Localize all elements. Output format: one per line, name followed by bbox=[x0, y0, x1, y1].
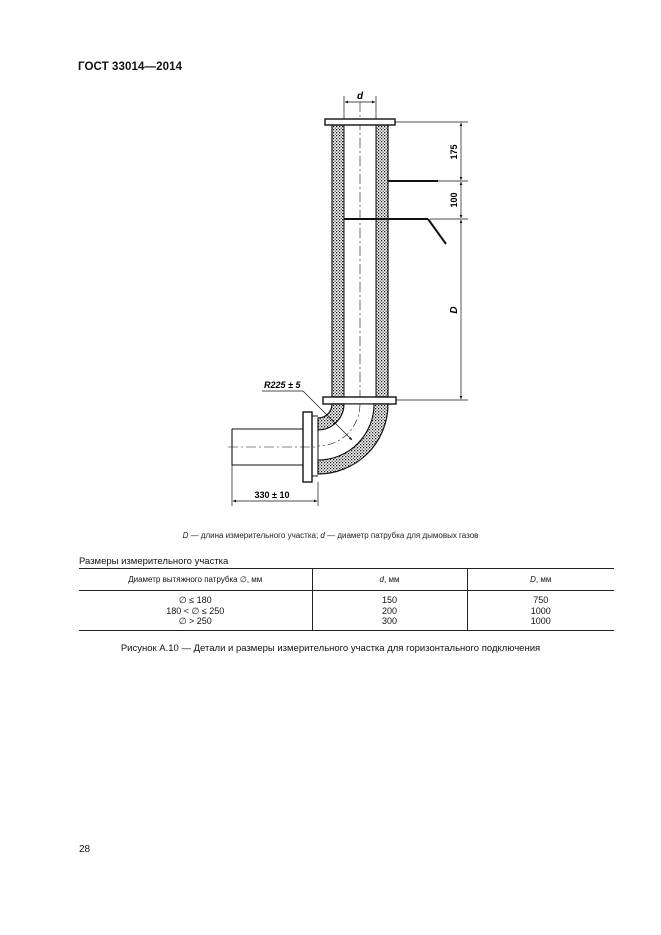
header-D bbox=[467, 569, 614, 591]
legend-d-text: — диаметр патрубка для дымовых газов bbox=[324, 531, 479, 540]
table-header-row bbox=[79, 569, 614, 591]
pipe-elbow bbox=[318, 404, 388, 474]
d-row-1: 150 bbox=[381, 595, 398, 605]
label-radius: R225 ± 5 bbox=[264, 380, 301, 390]
header-D-unit: , мм bbox=[535, 575, 552, 584]
D-row-1: 750 bbox=[533, 595, 549, 605]
cell-D bbox=[467, 591, 614, 631]
probe-lower-tip bbox=[428, 219, 446, 244]
d-row-2: 200 bbox=[381, 605, 398, 616]
figure-caption: Рисунок А.10 — Детали и размеры измерительного участка для горизонтального подключения bbox=[120, 643, 541, 654]
label-d: d bbox=[356, 91, 364, 102]
cell-diameter bbox=[79, 591, 312, 631]
top-flange bbox=[325, 119, 395, 125]
label-D: D bbox=[449, 306, 460, 314]
document-header: ГОСТ 33014—2014 bbox=[78, 61, 183, 73]
legend-d-symbol: d bbox=[320, 531, 325, 540]
d-row-3: 300 bbox=[381, 616, 398, 626]
label-length: 330 ± 10 bbox=[254, 490, 290, 500]
drawing-legend bbox=[0, 531, 661, 540]
label-100: 100 bbox=[449, 192, 459, 208]
D-row-3: 1000 bbox=[530, 616, 551, 626]
header-d bbox=[312, 569, 467, 591]
diameter-row-2: 180 < ∅ ≤ 250 bbox=[166, 605, 225, 616]
page-number: 28 bbox=[79, 844, 91, 855]
header-diameter: Диаметр вытяжного патрубка ∅, мм bbox=[79, 569, 312, 591]
cell-d bbox=[312, 591, 467, 631]
header-D-symbol: D bbox=[530, 575, 536, 584]
dimensions-table bbox=[79, 568, 614, 631]
diameter-row-3: ∅ > 250 bbox=[178, 616, 212, 626]
label-175: 175 bbox=[449, 144, 459, 160]
legend-D-text: — длина измерительного участка; bbox=[188, 531, 321, 540]
vertical-pipe bbox=[332, 102, 388, 398]
dimension-chain-right bbox=[395, 122, 468, 400]
bottom-flange bbox=[323, 397, 396, 404]
D-row-2: 1000 bbox=[530, 605, 551, 616]
table-title: Размеры измерительного участка bbox=[79, 556, 229, 567]
header-d-symbol: d bbox=[379, 575, 384, 584]
table-row bbox=[79, 591, 614, 631]
diameter-row-1: ∅ ≤ 180 bbox=[178, 595, 212, 605]
legend-D-symbol: D bbox=[182, 531, 189, 540]
header-d-unit: , мм bbox=[384, 575, 400, 584]
